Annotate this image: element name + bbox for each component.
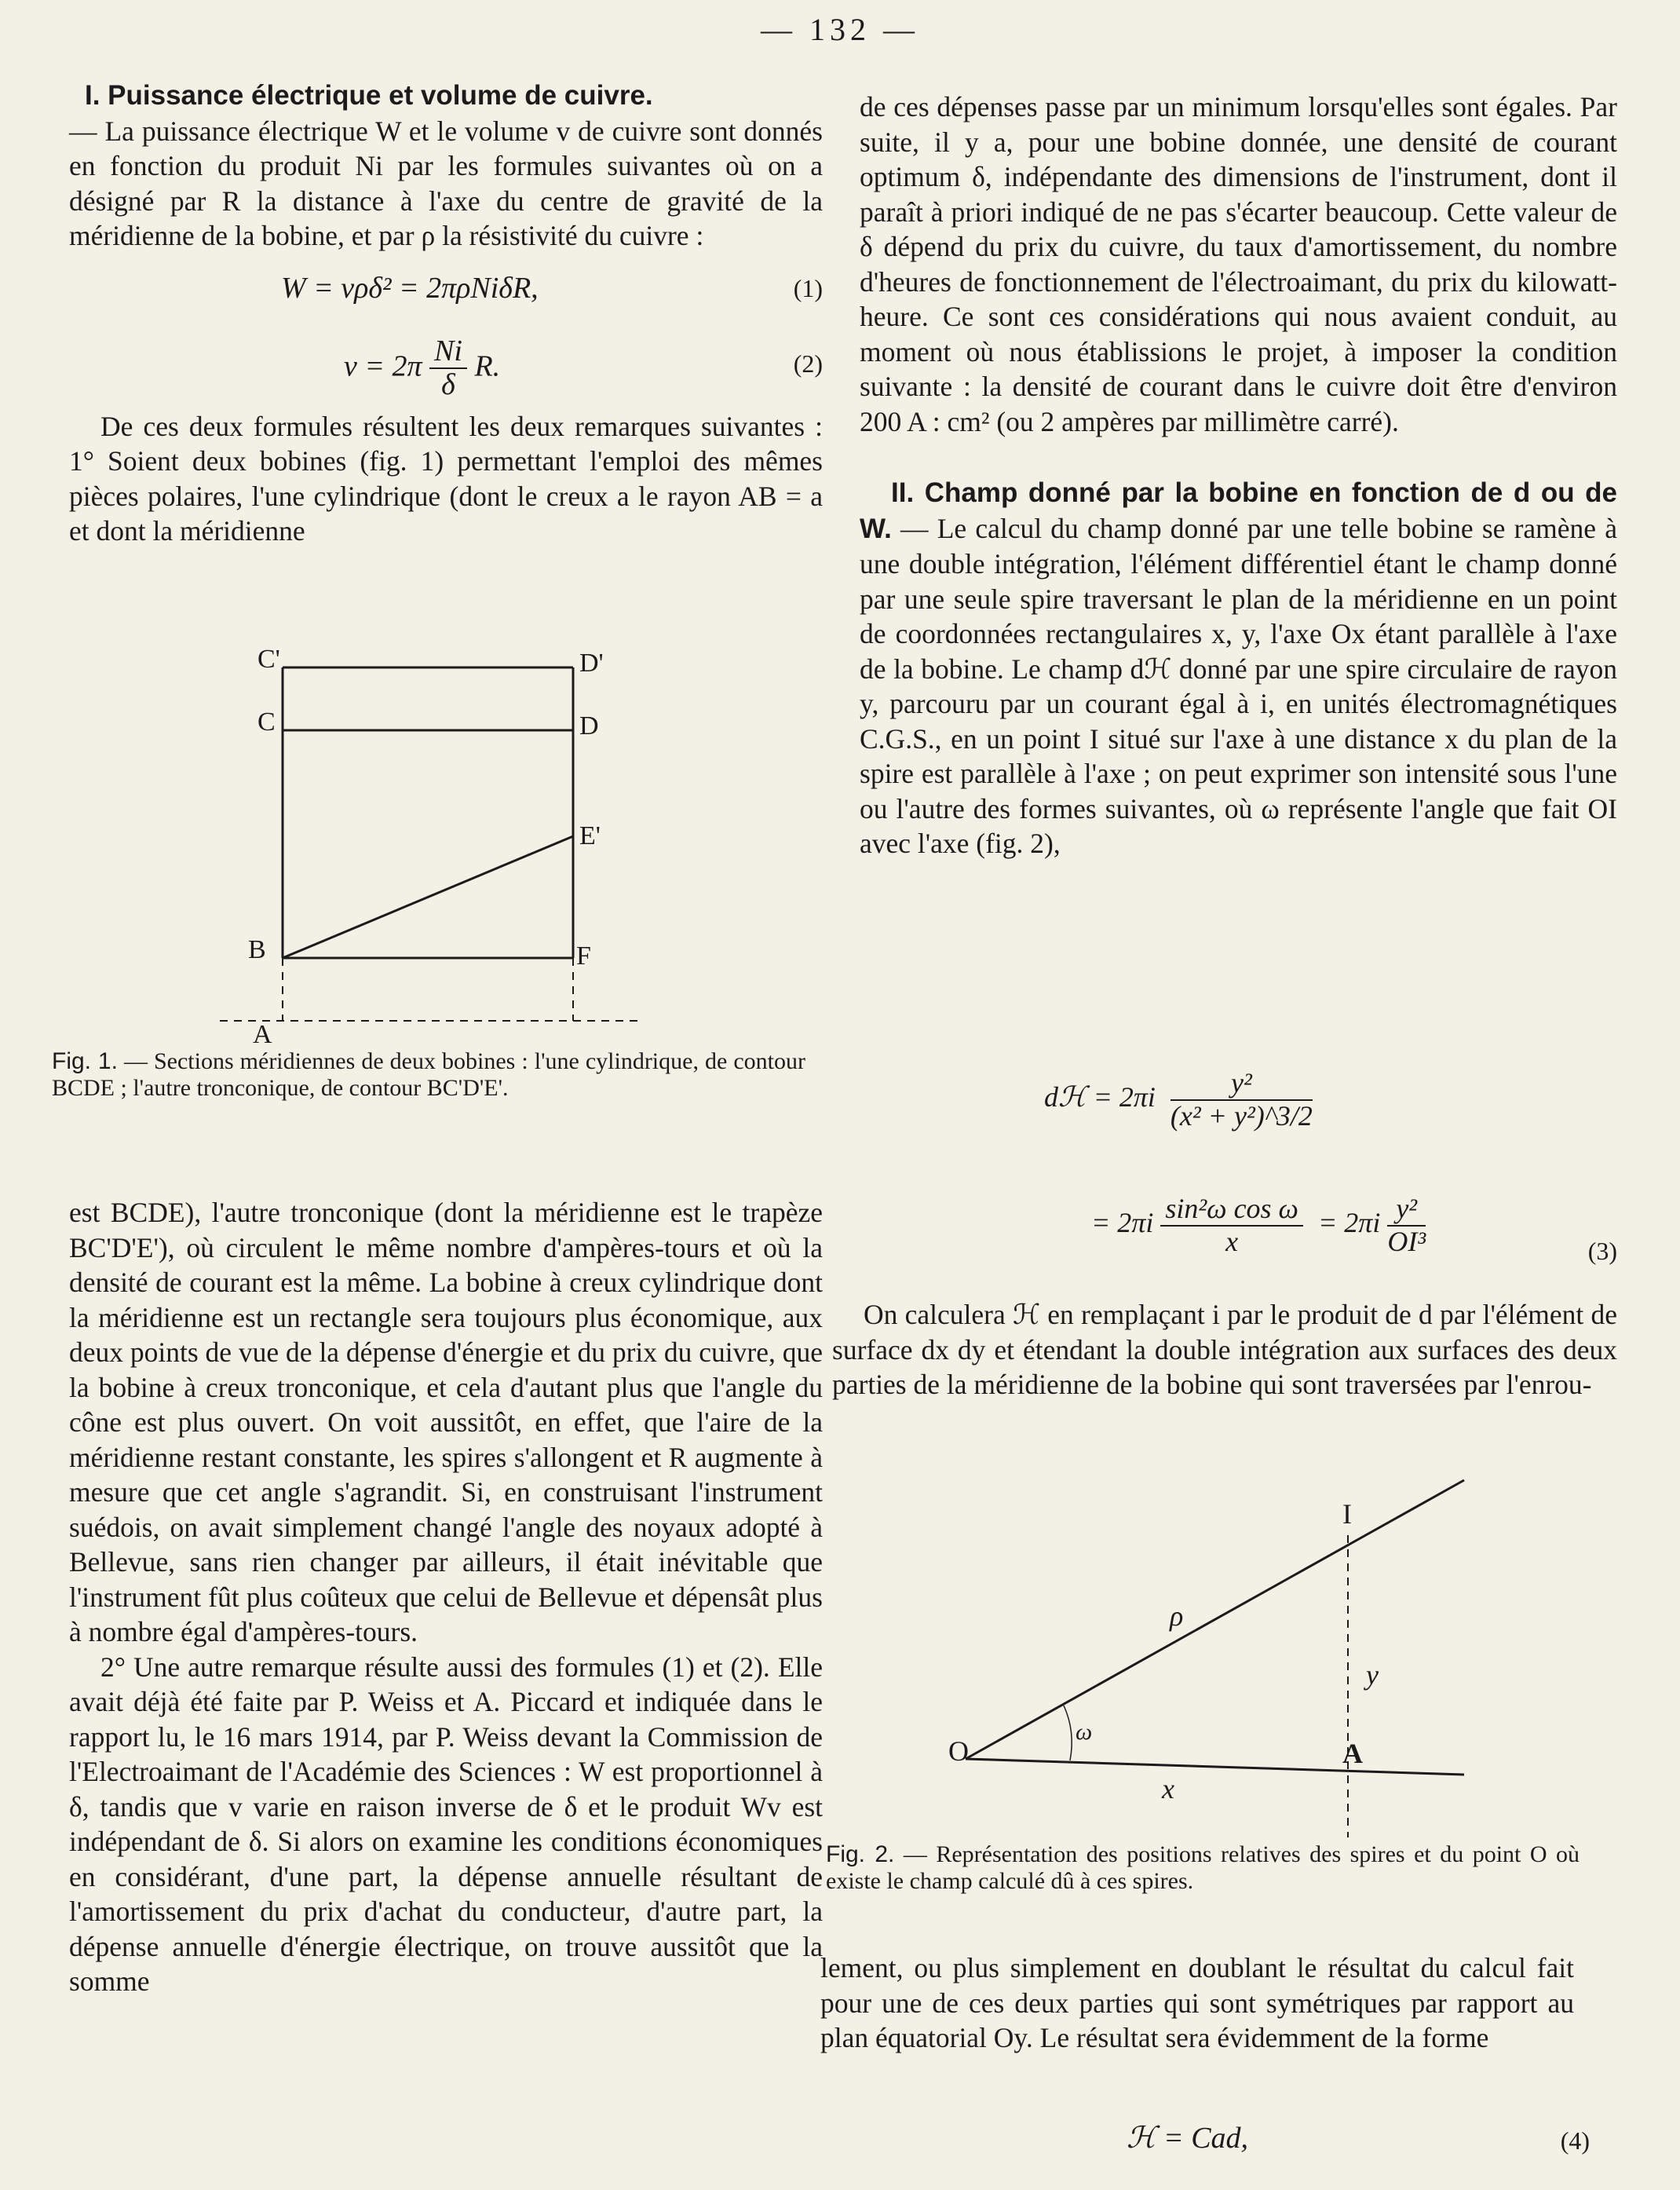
- figure-1-caption-text: — Sections méridiennes de deux bobines : l'une cylindrique, de contour BCDE ; l'autre tronconique, de contour BC'D'E'.: [52, 1048, 805, 1101]
- eq3-line-1: [1044, 1068, 1313, 1132]
- label-rho: ρ: [1170, 1600, 1184, 1632]
- section-1-heading: I. Puissance électrique et volume de cuivre.: [85, 80, 653, 111]
- line-o-i: [966, 1480, 1464, 1759]
- figure-2-diagram: [926, 1468, 1476, 1845]
- section-2-paragraph: [860, 475, 1617, 861]
- equation-2-expression: [344, 335, 500, 403]
- eq3-line2-den2: OI³: [1387, 1225, 1426, 1257]
- figure-2-caption-label: Fig. 2.: [826, 1841, 895, 1867]
- right-column-top: [860, 90, 1617, 861]
- figure-2-caption-text: — Représentation des positions relatives des spires et du point O où existe le champ calculé dû à ces spires.: [826, 1841, 1580, 1894]
- label-a: A: [1342, 1738, 1363, 1769]
- right-column-bottom: [820, 1951, 1574, 2056]
- line-o-axis: [966, 1759, 1464, 1775]
- figure-2-caption: [826, 1841, 1580, 1895]
- label-c1: C': [257, 645, 280, 674]
- equation-1-number: (1): [793, 273, 823, 302]
- paragraph: 2° Une autre remarque résulte aussi des formules (1) et (2). Elle avait déjà été faite par P. Weiss et A. Piccard et indiquée dans le rapport lu, le 16 mars 1914, par P. Weiss devant la Commission de l'Electroaimant de l'Académie des Sciences : W est proportionnel à δ, tandis que v varie en raison inverse de δ et le produit Wv est indépendant de δ. Si alors on examine les conditions économiques en considérant, d'une part, la dépense annuelle résultant de l'amortissement du prix d'achat du conducteur, d'autre part, la dépense annuelle d'énergie électrique, on trouve aussitôt que la somme: [69, 1651, 823, 1997]
- paragraph: — La puissance électrique W et le volume v de cuivre sont donnés en fonction du produit Ni par les formules suivantes où on a désigné par R la distance à l'axe du centre de gravité de la méridienne de la bobine, et par ρ la résistivité du cuivre :: [69, 115, 823, 251]
- paragraph: de ces dépenses passe par un minimum lorsqu'elles sont égales. Par suite, il y a, pour une bobine donnée, une densité de courant optimum δ, indépendante des dimensions de l'instrument, dont il paraît à priori indiqué de ne pas s'écarter beaucoup. Cette valeur de δ dépend du prix du cuivre, du taux d'amortissement, du nombre d'heures de fonctionnement de l'électroaimant, du prix du kilowatt-heure. Ce sont ces considérations qui nous avaient conduit, au moment où nous établissions le projet, à imposer la condition suivante : la densité de courant dans le cuivre doit être d'environ 200 A : cm² (ou 2 ampères par millimètre carré).: [860, 91, 1617, 437]
- eq3-line-2: [1091, 1194, 1426, 1257]
- left-column-bottom: [69, 1195, 823, 1999]
- figure-1-caption: [52, 1048, 805, 1102]
- eq2-pre: v = 2π: [344, 349, 422, 383]
- eq3-line2-den: x: [1225, 1225, 1239, 1257]
- paragraph: De ces deux formules résultent les deux remarques suivantes : 1° Soient deux bobines (fig. 1) permettant l'emploi des mêmes pièces polaires, l'une cylindrique (dont le creux a le rayon AB = a et dont la méridienne: [69, 410, 823, 547]
- label-e1: E': [579, 821, 601, 850]
- equation-1-expression: W = vρδ² = 2πρNiδR,: [281, 271, 539, 305]
- label-d1: D': [579, 649, 604, 678]
- eq3-line1-pre: dℋ = 2πi: [1044, 1080, 1156, 1113]
- eq3-line2-fraction-1: [1160, 1194, 1303, 1257]
- label-y: y: [1366, 1659, 1379, 1691]
- label-f: F: [576, 941, 591, 971]
- figure-1-diagram: [204, 636, 659, 1044]
- page-number: — 132 —: [761, 12, 919, 47]
- eq3-line2-num2: y²: [1387, 1194, 1426, 1227]
- label-d: D: [579, 711, 599, 740]
- label-o: O: [948, 1735, 969, 1767]
- paragraph: est BCDE), l'autre tronconique (dont la méridienne est le trapèze BC'D'E'), où circulent le même nombre d'ampères-tours et où la densité de courant est la même. La bobine à creux cylindrique dont la méridienne est un rectangle sera toujours plus économique, aux deux points de vue de la dépense d'énergie et du prix du cuivre, que la bobine à creux tronconique, et cela d'autant plus que l'angle du cône est plus ouvert. On voit aussitôt, en effet, que l'aire de la méridienne restant constante, les spires s'allongent et R augmente à mesure que cet angle s'agrandit. Si, en construisant l'instrument suédois, on avait simplement changé l'angle des noyaux adopté à Bellevue, sans rien changer par ailleurs, il était inévitable que l'instrument fût plus coûteux que celui de Bellevue et dépensât plus à nombre égal d'ampères-tours.: [69, 1197, 823, 1647]
- eq2-frac-den: δ: [441, 368, 455, 402]
- eq3-line1-den: (x² + y²)^3/2: [1170, 1099, 1313, 1132]
- equation-2: [69, 323, 823, 402]
- equation-1: [69, 271, 823, 320]
- equation-2-number: (2): [793, 349, 823, 378]
- label-c: C: [257, 707, 276, 737]
- left-column-top: [69, 79, 823, 549]
- eq3-line1-fraction: [1171, 1068, 1313, 1132]
- section-2-text: — Le calcul du champ donné par une telle bobine se ramène à une double intégration, l'élément différentiel étant le champ donné par une seule spire traversant le plan de la méridienne en un point de coordonnées rectangulaires x, y, l'axe Ox étant parallèle à l'axe de la bobine. Le champ dℋ donné par une spire circulaire de rayon y, parcouru par un courant égal à i, en unités électromagnétiques C.G.S., en un point I situé sur l'axe à une distance x du plan de la spire est parallèle à l'axe ; on peut exprimer son intensité sous l'une ou l'autre des formes suivantes, où ω représente l'angle que fait OI avec l'axe (fig. 2),: [860, 512, 1617, 859]
- label-x: x: [1162, 1773, 1174, 1804]
- eq3-line2-pre: = 2πi: [1091, 1206, 1154, 1238]
- equation-4-expression: ℋ = Cad,: [1127, 2122, 1249, 2155]
- paragraph: On calculera ℋ en remplaçant i par le produit de d par l'élément de surface dx dy et étendant la double intégration aux surfaces des deux parties de la méridienne de la bobine qui sont traversées par l'enrou-: [832, 1299, 1617, 1400]
- eq3-line2-mid: = 2πi: [1317, 1206, 1381, 1238]
- equation-3: [1044, 1068, 1617, 1296]
- equation-3-number: (3): [1587, 1237, 1617, 1265]
- eq3-line2-num: sin²ω cos ω: [1160, 1194, 1303, 1227]
- section-2-heading: II. Champ donné par la bobine en fonction de d ou de W.: [860, 477, 1617, 544]
- eq2-post: R.: [474, 349, 501, 383]
- right-column-middle: [832, 1297, 1617, 1402]
- paragraph: lement, ou plus simplement en doublant le résultat du calcul fait pour une de ces deux parties qui sont symétriques par rapport au plan équatorial Oy. Le résultat sera évidemment de la forme: [820, 1952, 1574, 2053]
- label-omega: ω: [1076, 1719, 1093, 1745]
- eq2-frac-num: Ni: [429, 335, 467, 370]
- equation-4-number: (4): [1560, 2126, 1590, 2155]
- eq3-line1-num: y²: [1171, 1068, 1313, 1101]
- label-b: B: [248, 935, 266, 964]
- figure-1-caption-label: Fig. 1.: [52, 1048, 118, 1074]
- omega-arc: [1064, 1706, 1072, 1760]
- line-b-e1: [283, 836, 573, 958]
- label-i: I: [1342, 1498, 1352, 1530]
- eq3-line2-fraction-2: [1387, 1194, 1426, 1257]
- label-a: A: [253, 1020, 272, 1044]
- equation-4: [820, 2120, 1590, 2167]
- eq2-fraction: [429, 335, 467, 403]
